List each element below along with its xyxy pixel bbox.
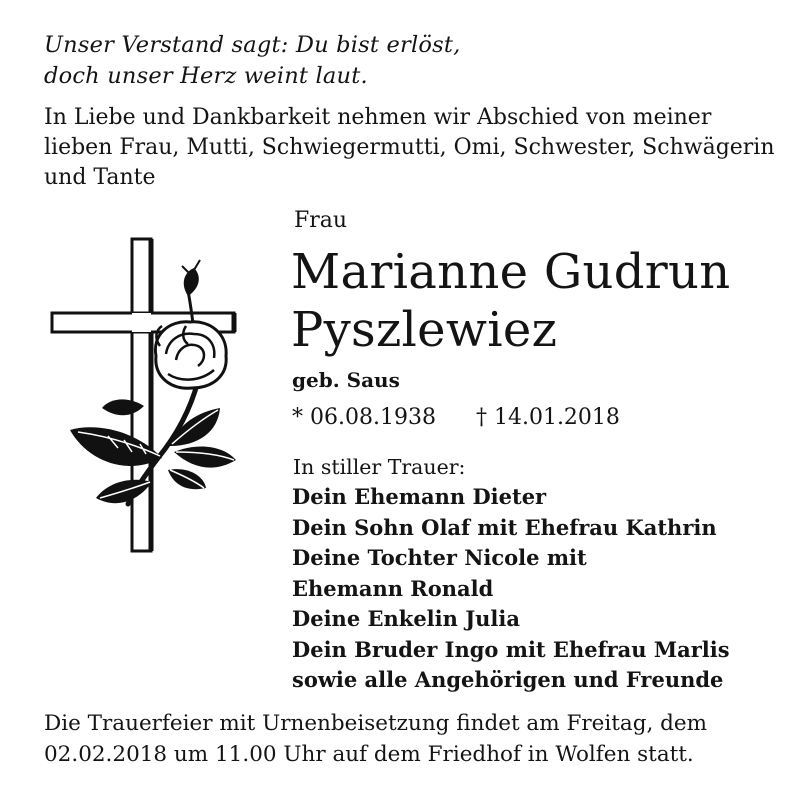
mourners-heading: In stiller Trauer: [293,455,466,479]
footer-line: 02.02.2018 um 11.00 Uhr auf dem Friedhof in Wolfen statt. [44,742,694,767]
intro-line: und Tante [44,165,156,190]
life-dates [292,405,620,430]
mourners-list [292,482,730,696]
footer-line: Die Trauerfeier mit Urnenbeisetzung findet am Freitag, dem [44,711,708,736]
mourner-line: Dein Sohn Olaf mit Ehefrau Kathrin [292,514,717,540]
quote-line: Unser Verstand sagt: Du bist erlöst, [44,32,461,58]
intro-line: In Liebe und Dankbarkeit nehmen wir Abschied von meiner [44,105,712,130]
mourner-line: Ehemann Ronald [292,575,494,601]
quote-line: doch unser Herz weint laut. [44,63,368,89]
mourner-line: Dein Bruder Ingo mit Ehefrau Marlis [292,636,730,662]
maiden-name: geb. Saus [292,368,400,392]
mourner-line: Dein Ehemann Dieter [292,484,547,509]
intro-paragraph [44,103,775,193]
name-line: Pyszlewiez [291,302,558,358]
opening-quote [44,30,460,92]
mourner-line: Deine Tochter Nicole mit [292,545,587,570]
deceased-name [291,243,730,359]
death-date: † 14.01.2018 [475,405,620,430]
salutation: Frau [294,208,348,233]
mourner-line: Deine Enkelin Julia [292,606,520,631]
intro-line: lieben Frau, Mutti, Schwiegermutti, Omi, Schwester, Schwägerin [44,135,775,160]
name-line: Marianne Gudrun [291,244,731,300]
birth-date: * 06.08.1938 [292,405,436,430]
funeral-notice [44,708,707,770]
mourner-line: sowie alle Angehörigen und Freunde [292,667,724,692]
cross-with-rose-icon [48,236,240,556]
